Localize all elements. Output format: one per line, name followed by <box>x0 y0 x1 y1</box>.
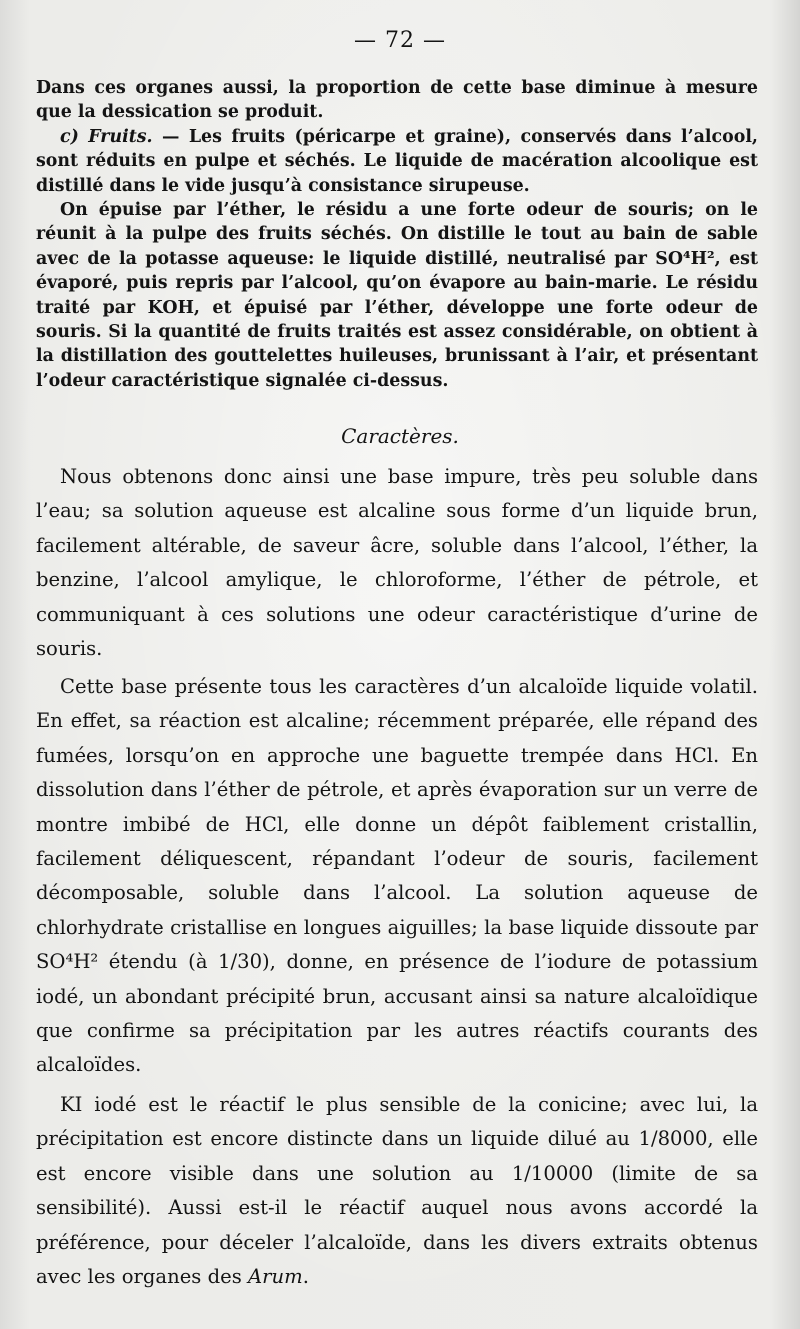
paragraph-alcaloide-text: Cette base présente tous les caractères d’un alcaloïde liquide volatil. En effet, sa réaction est alcaline; récemment préparée, elle répand des fumées, lorsqu’on en approche une baguette trempée dans HCl. En dissolution dans l’éther de pétrole, et après évaporation sur un verre de montre imbibé de HCl, elle donne un dépôt faiblement cristallin, facilement déliquescent, répandant l’odeur de souris, facilement décomposable, soluble dans l’alcool. La solution aqueuse de chlorhydrate cristallise en longues aiguilles; la base liquide dissoute par SO⁴H² étendu (à 1/30), donne, en présence de l’iodure de potassium iodé, un abondant précipité brun, accusant ainsi sa nature alcaloïdique que confirme sa précipitation par les autres réactifs courants des alcaloïdes. <box>36 675 758 1077</box>
paragraph-organes <box>36 76 758 125</box>
paragraph-fruits-text: — Les fruits (péricarpe et graine), conservés dans l’alcool, sont réduits en pulpe et séchés. Le liquide de macération alcoolique est distillé dans le vide jusqu’à consistance sirupeuse. <box>36 127 758 196</box>
paragraph-ki-iode-text: KI iodé est le réactif le plus sensible de la conicine; avec lui, la précipitation est encore distincte dans un liquide dilué au 1/8000, elle est encore visible dans une solution au 1/10000 (limite de sa sensibilité). Aussi est-il le réactif auquel nous avons accordé la préférence, pour déceler l’alcaloïde, dans les divers extraits obtenus avec les organes des <box>36 1093 758 1289</box>
paragraph-organes-text: Dans ces organes aussi, la proportion de cette base diminue à mesure que la dessication se produit. <box>36 78 758 123</box>
paragraph-epuise <box>36 198 758 393</box>
paragraph-epuise-text: On épuise par l’éther, le résidu a une forte odeur de souris; on le réunit à la pulpe des fruits séchés. On distille le tout au bain de sable avec de la potasse aqueuse: le liquide distillé, neutralisé par SO⁴H², est évaporé, puis repris par l’alcool, qu’on évapore au bain-marie. Le résidu traité par KOH, et épuisé par l’éther, développe une forte odeur de souris. Si la quantité de fruits traités est assez considérable, on obtient à la distillation des gouttelettes huileuses, brunissant à l’air, et présentant l’odeur caractéristique signalée ci-dessus. <box>36 200 758 391</box>
paragraph-fruits <box>36 125 758 198</box>
fruits-label: c) Fruits. <box>60 127 153 147</box>
paragraph-base-impure-text: Nous obtenons donc ainsi une base impure, très peu soluble dans l’eau; sa solution aqueuse est alcaline sous forme d’un liquide brun, facilement altérable, de saveur âcre, soluble dans l’alcool, l’éther, la benzine, l’alcool amylique, le chloroforme, l’éther de pétrole, et communiquant à ces solutions une odeur caractéristique d’urine de souris. <box>36 465 758 661</box>
paragraph-base-impure <box>36 460 758 666</box>
page-number: — 72 — <box>354 28 446 53</box>
arum-italic: Arum <box>248 1265 303 1289</box>
paragraph-ki-iode-end: . <box>302 1265 309 1289</box>
paragraph-alcaloide <box>36 670 758 1083</box>
paragraph-ki-iode <box>36 1088 758 1294</box>
section-heading-caracteres: Caractères. <box>341 424 459 448</box>
